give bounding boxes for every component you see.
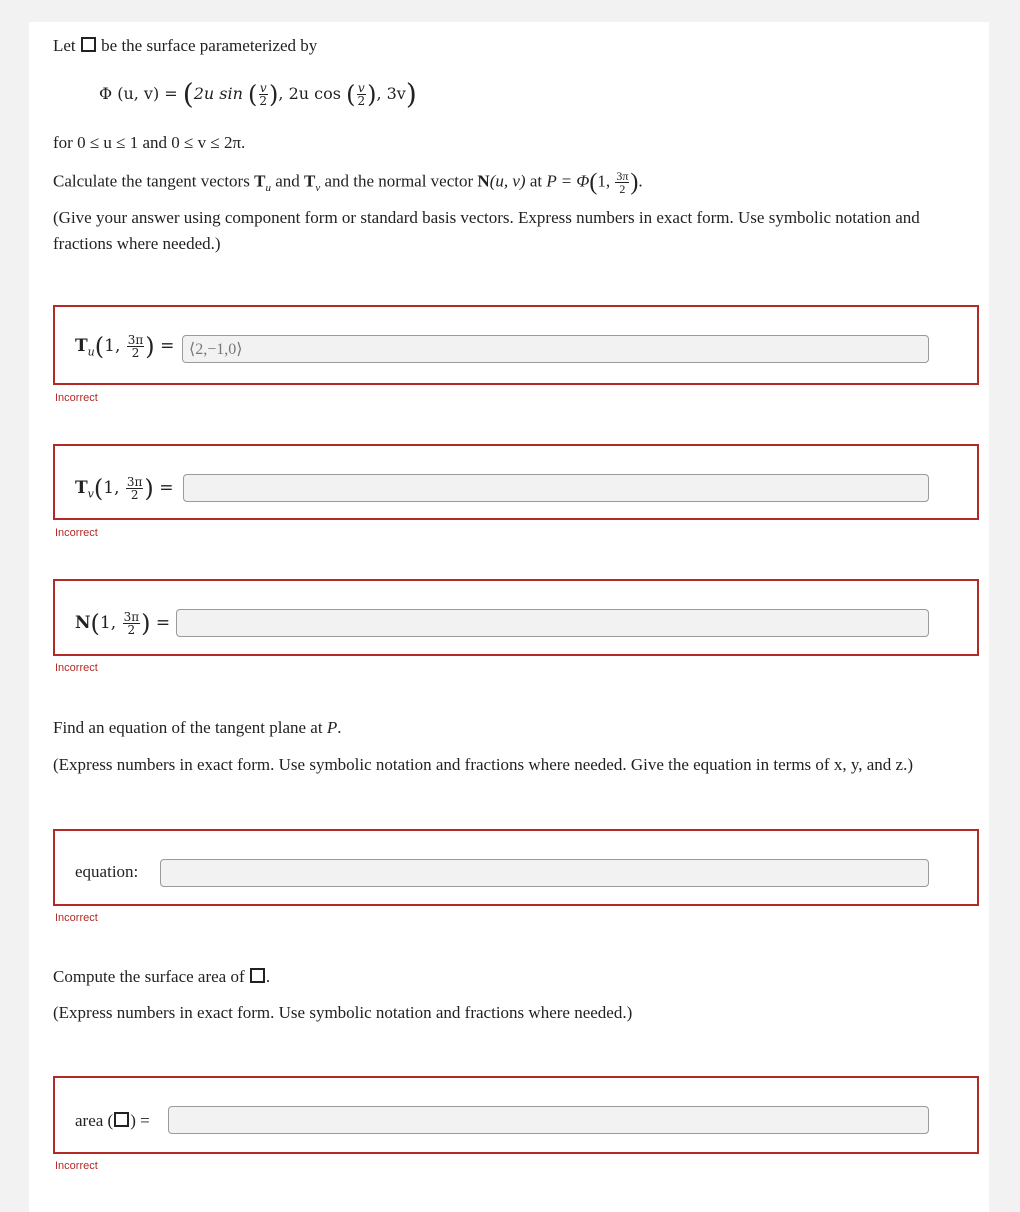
tv-status: Incorrect — [55, 527, 98, 539]
equation-input[interactable] — [160, 859, 929, 887]
tu-label: $T_u(1$, $\frac{3\pi}{2}$ ) = — [75, 332, 175, 361]
area-label: area ( ) = — [75, 1111, 150, 1130]
parameterization-formula: Φ (u, v) = (2u sin ( $\frac{v}{2}$ ), 2u cos ( $\frac{v}{2}$ ), 3v) — [99, 77, 417, 111]
answer-box-equation — [53, 829, 979, 906]
tu-input[interactable]: ⟨2,−1,0⟩ — [182, 335, 929, 363]
intro-let-line: Let be the surface parameterized by — [53, 36, 318, 55]
answer-box-tv — [53, 444, 979, 520]
answer-box-area — [53, 1076, 979, 1154]
normal-input[interactable] — [176, 609, 929, 637]
answer-box-normal — [53, 579, 979, 656]
plane-prompt: Find an equation of the tangent plane at P. — [53, 718, 342, 737]
tv-label: $T_v(1$, $\frac{3\pi}{2}$ ) = — [75, 474, 174, 503]
tv-input[interactable] — [183, 474, 929, 502]
answer-box-tu — [53, 305, 979, 385]
tu-status: Incorrect — [55, 392, 98, 404]
surface-symbol — [81, 37, 96, 52]
area-status: Incorrect — [55, 1160, 98, 1172]
area-instruction: (Express numbers in exact form. Use symbolic notation and fractions where needed.) — [53, 1003, 633, 1022]
equation-label: equation: — [75, 862, 139, 881]
area-input[interactable] — [168, 1106, 929, 1134]
domain-text: for 0 ≤ u ≤ 1 and 0 ≤ v ≤ 2π. — [53, 133, 246, 152]
task-tangent-normal: Calculate the tangent vectors $T_u$ and $T_v$ and the normal vector N(u, v) at P = Φ(1, $\frac{3\pi}{2}$ ). — [53, 169, 643, 196]
surface-symbol — [250, 968, 265, 983]
n-status: Incorrect — [55, 662, 98, 674]
surface-symbol — [114, 1112, 129, 1127]
question-card — [29, 22, 989, 1212]
n-label: N(1, $\frac{3\pi}{2}$ ) = — [75, 609, 171, 638]
area-prompt: Compute the surface area of . — [53, 967, 271, 986]
equation-status: Incorrect — [55, 912, 98, 924]
instruction-text-1: (Give your answer using component form or standard basis vectors. Express numbers in exact form. Use symbolic notation and fractions where needed.) — [53, 208, 920, 253]
plane-instruction: (Express numbers in exact form. Use symbolic notation and fractions where needed. Give the equation in terms of x, y, and z.) — [53, 755, 913, 774]
